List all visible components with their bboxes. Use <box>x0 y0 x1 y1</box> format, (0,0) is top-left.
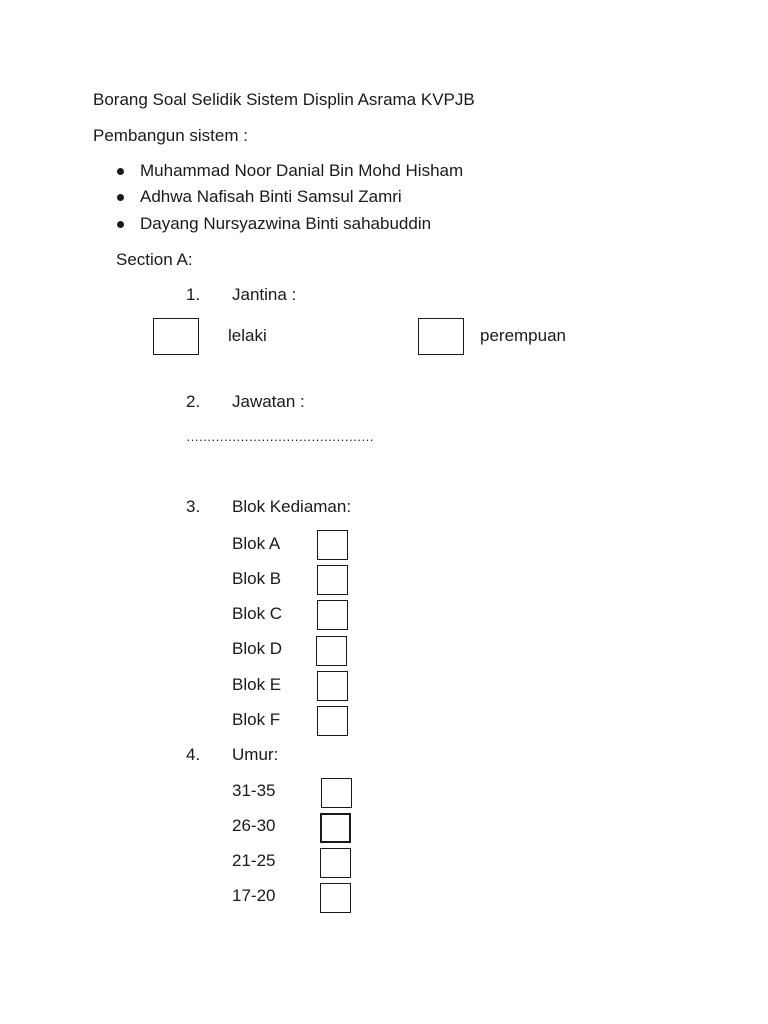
developers-label: Pembangun sistem : <box>93 126 248 145</box>
question-label: Umur: <box>232 745 279 764</box>
checkbox-blok-c[interactable] <box>317 600 348 630</box>
option-label-age-17-20: 17-20 <box>232 886 276 905</box>
bullet-icon <box>117 194 124 201</box>
option-label-blok-e: Blok E <box>232 675 282 694</box>
form-title: Borang Soal Selidik Sistem Displin Asrama KVPJB <box>93 90 475 109</box>
checkbox-blok-a[interactable] <box>317 530 348 560</box>
checkbox-blok-e[interactable] <box>317 671 348 701</box>
developer-name: Dayang Nursyazwina Binti sahabuddin <box>140 214 432 233</box>
option-label-blok-f: Blok F <box>232 710 281 729</box>
checkbox-blok-d[interactable] <box>316 636 347 666</box>
option-label-blok-b: Blok B <box>232 569 282 588</box>
option-label-blok-c: Blok C <box>232 604 283 623</box>
question-label: Jantina : <box>232 285 297 304</box>
option-label-blok-d: Blok D <box>232 639 283 658</box>
checkbox-age-21-25[interactable] <box>320 848 351 878</box>
question-label: Blok Kediaman: <box>232 497 352 516</box>
answer-line-jawatan[interactable]: ……………………………………… <box>186 429 374 444</box>
question-number: 4. <box>186 745 201 764</box>
option-label-age-31-35: 31-35 <box>232 781 276 800</box>
option-label-blok-a: Blok A <box>232 534 281 553</box>
checkbox-perempuan[interactable] <box>418 318 464 355</box>
option-label-age-26-30: 26-30 <box>232 816 276 835</box>
bullet-icon <box>117 221 124 228</box>
question-label: Jawatan : <box>232 392 305 411</box>
checkbox-age-26-30[interactable] <box>320 813 351 843</box>
option-label-perempuan: perempuan <box>480 326 567 345</box>
question-number: 2. <box>186 392 201 411</box>
checkbox-blok-f[interactable] <box>317 706 348 736</box>
checkbox-age-17-20[interactable] <box>320 883 351 913</box>
bullet-icon <box>117 168 124 175</box>
option-label-lelaki: lelaki <box>228 326 267 345</box>
question-number: 1. <box>186 285 201 304</box>
section-heading: Section A: <box>116 250 193 269</box>
checkbox-blok-b[interactable] <box>317 565 348 595</box>
checkbox-age-31-35[interactable] <box>321 778 352 808</box>
developer-name: Adhwa Nafisah Binti Samsul Zamri <box>140 187 402 206</box>
checkbox-lelaki[interactable] <box>153 318 199 355</box>
developer-name: Muhammad Noor Danial Bin Mohd Hisham <box>140 161 464 180</box>
question-number: 3. <box>186 497 201 516</box>
option-label-age-21-25: 21-25 <box>232 851 276 870</box>
